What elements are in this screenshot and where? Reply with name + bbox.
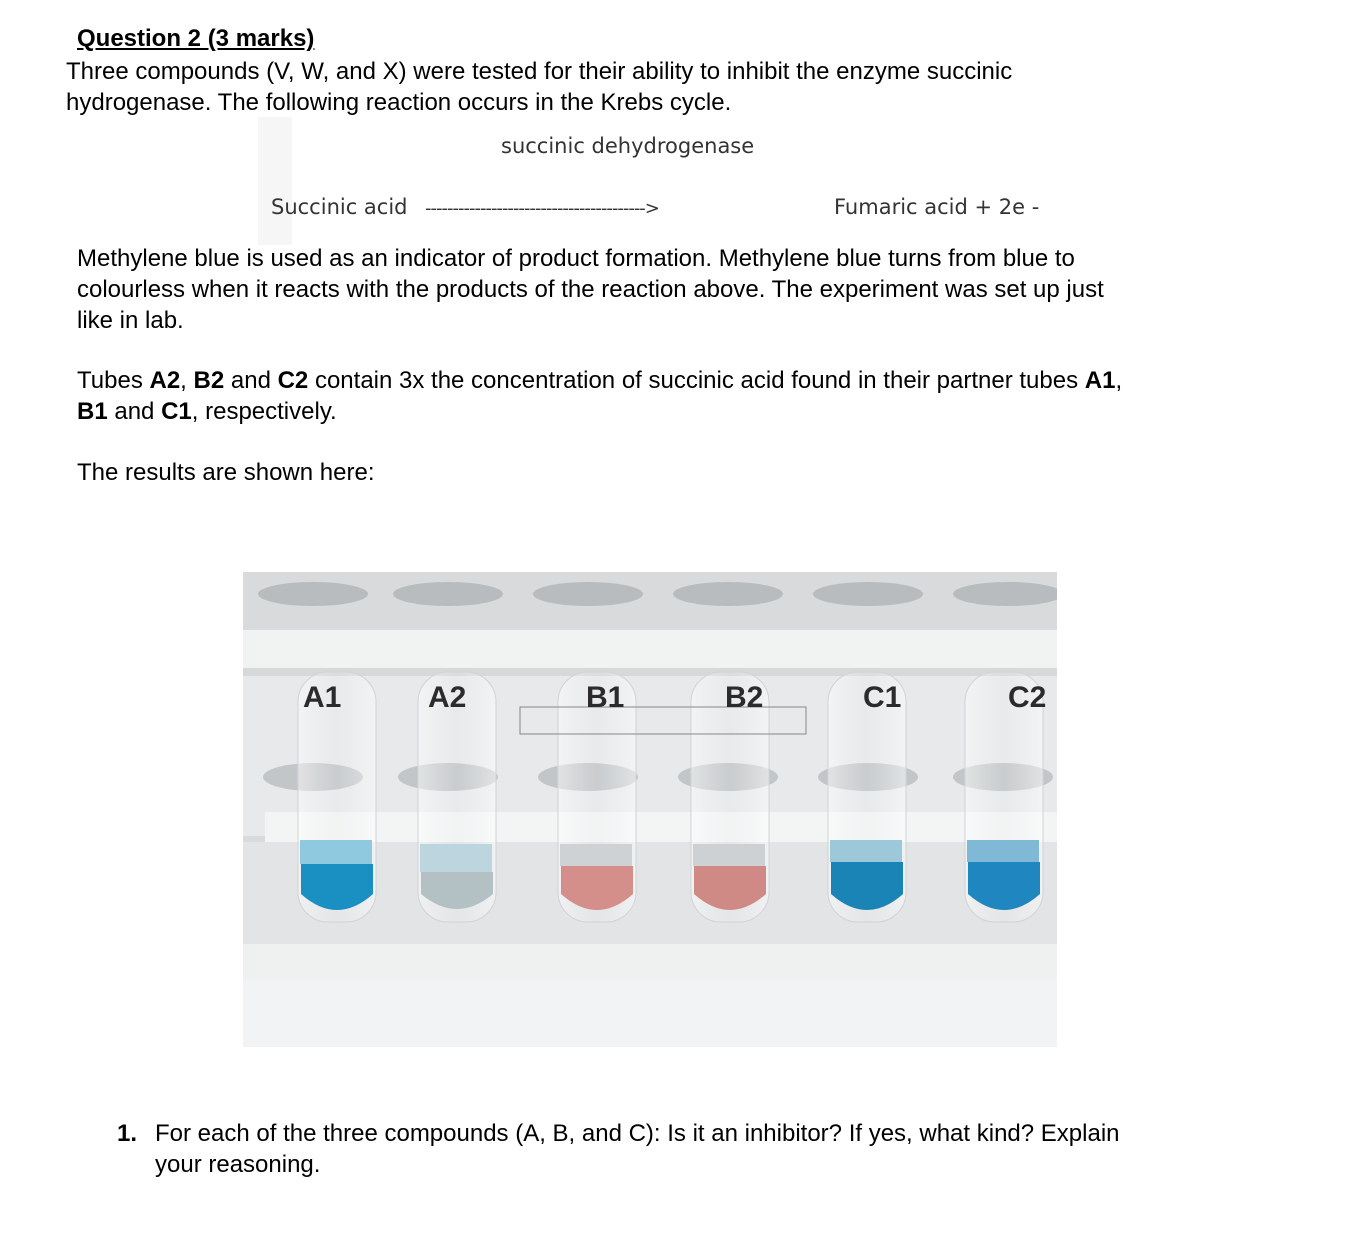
tube-liquid-top: [830, 840, 902, 862]
tubes-text: ,: [1115, 367, 1123, 394]
question-1-line-1: [117, 1118, 1120, 1149]
methylene-line-2: colourless when it reacts with the products of the reaction above. The experiment was set up just: [77, 276, 1104, 303]
tube-label-a1: A1: [303, 681, 342, 714]
question-title: Question 2 (3 marks): [77, 25, 315, 52]
question-1-line-2: your reasoning.: [155, 1151, 321, 1178]
results-label: The results are shown here:: [77, 459, 375, 486]
tube-label-c2: C2: [1008, 681, 1047, 714]
tubes-text: and: [107, 398, 162, 425]
tubes-text: , respectively.: [191, 398, 337, 425]
tubes-text: ,: [180, 367, 194, 394]
tubes-line-2: [77, 396, 337, 427]
rack-top-surface: [243, 572, 1057, 632]
tube-label-b1: B1: [586, 681, 625, 714]
tubes-text: contain 3x the concentration of succinic acid found in their partner tubes: [308, 367, 1085, 394]
question-1-number: 1.: [117, 1120, 138, 1147]
question-1-text: For each of the three compounds (A, B, and C): Is it an inhibitor? If yes, what kind? Explain: [155, 1120, 1120, 1147]
enzyme-label: succinic dehydrogenase: [501, 134, 755, 158]
rack-base-rail: [243, 944, 1057, 980]
tube-liquid-top: [967, 840, 1039, 862]
hole: [533, 582, 643, 606]
reaction-products: Fumaric acid + 2e -: [834, 195, 1040, 219]
tube-label-b2: B2: [725, 681, 764, 714]
tubes-text: Tubes: [77, 367, 150, 394]
tubes-text: and: [224, 367, 278, 394]
paper-towel: [243, 980, 1057, 1047]
methylene-line-3: like in lab.: [77, 307, 184, 334]
tube-ref-c2: C2: [277, 367, 309, 394]
methylene-line-1: Methylene blue is used as an indicator of product formation. Methylene blue turns from blue to: [77, 245, 1075, 272]
tube-liquid-top: [420, 844, 492, 872]
tube-ref-a2: A2: [149, 367, 181, 394]
intro-line-2: hydrogenase. The following reaction occurs in the Krebs cycle.: [66, 89, 732, 116]
tube-liquid-top: [300, 840, 372, 864]
hole: [673, 582, 783, 606]
reaction-arrow: ---------------------------------------->: [425, 198, 659, 219]
rack-shelf-edge: [265, 812, 1057, 842]
tube-ref-a1: A1: [1084, 367, 1116, 394]
tube-label-a2: A2: [428, 681, 467, 714]
tube-ref-b2: B2: [193, 367, 225, 394]
rack-front-rail: [243, 630, 1057, 668]
rack-rail-shadow: [243, 668, 1057, 676]
reaction-substrate: Succinic acid: [271, 195, 408, 219]
hole: [258, 582, 368, 606]
tube-liquid-top: [560, 844, 632, 866]
hole: [813, 582, 923, 606]
scan-shadow: [258, 117, 292, 245]
results-photo: [243, 572, 1057, 1047]
tube-ref-b1: B1: [77, 398, 108, 425]
hole: [393, 582, 503, 606]
tube-ref-c1: C1: [161, 398, 192, 425]
tube-liquid-top: [693, 844, 765, 866]
question-1: [117, 1118, 1120, 1180]
intro-line-1: Three compounds (V, W, and X) were tested for their ability to inhibit the enzyme succinic: [66, 58, 1013, 85]
tubes-line-1: [77, 365, 1122, 396]
tube-label-c1: C1: [863, 681, 902, 714]
